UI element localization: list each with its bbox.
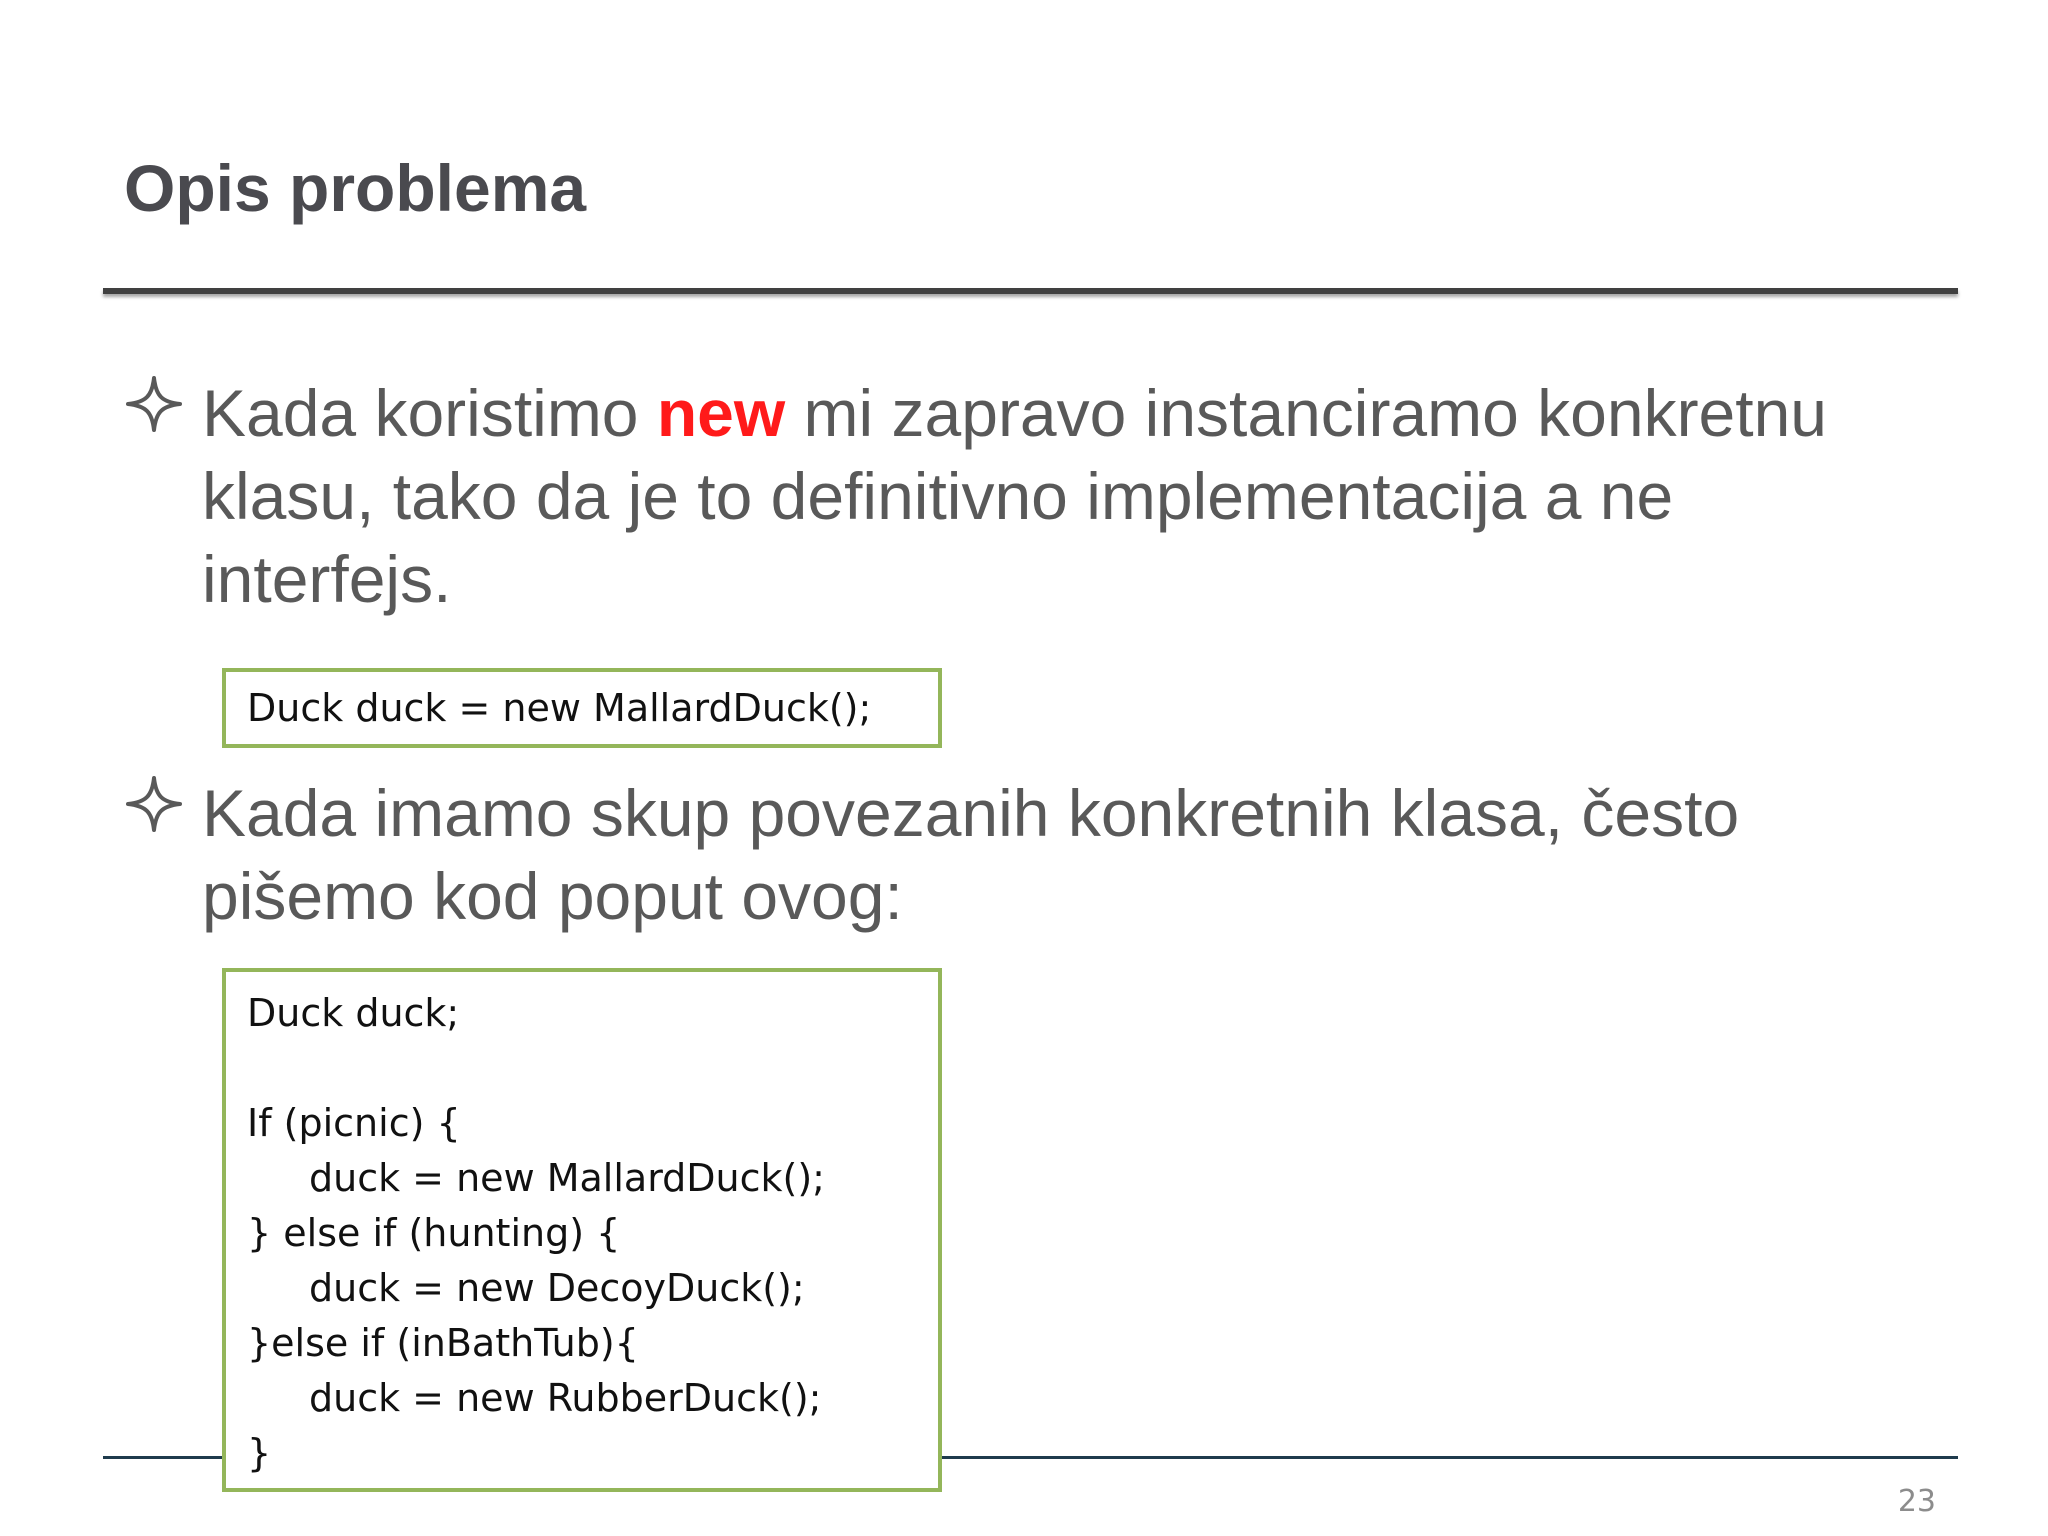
bullet-item-1 <box>124 372 1924 621</box>
bullet-item-2 <box>124 772 1924 938</box>
code-line: duck = new DecoyDuck(); <box>309 1266 805 1310</box>
code-snippet-2 <box>222 968 942 1492</box>
bullet-text-1 <box>202 372 1924 621</box>
bullet-text-before: Kada koristimo <box>202 376 657 450</box>
code-line <box>247 1041 938 1096</box>
bullet-text-after: mi zapravo instanciramo konkretnu klasu, tako da je to definitivno implementacija a ne interfejs. <box>202 376 1828 616</box>
slide-title: Opis problema <box>124 151 587 225</box>
code-line: } else if (hunting) { <box>247 1211 621 1255</box>
star-bullet-icon <box>124 374 184 434</box>
code-line: duck = new RubberDuck(); <box>309 1376 822 1420</box>
keyword-new: new <box>656 376 786 450</box>
page-number: 23 <box>1897 1484 1936 1519</box>
code-snippet-1 <box>222 668 942 748</box>
code-line: Duck duck = new MallardDuck(); <box>247 686 872 730</box>
code-line: duck = new MallardDuck(); <box>309 1156 825 1200</box>
code-line: }else if (inBathTub){ <box>247 1321 639 1365</box>
star-bullet-icon <box>124 774 184 834</box>
bullet-text-2: Kada imamo skup povezanih konkretnih klasa, često pišemo kod poput ovog: <box>202 776 1740 933</box>
code-line: If (picnic) { <box>247 1101 461 1145</box>
code-line: } <box>247 1431 272 1475</box>
code-line: Duck duck; <box>247 991 460 1035</box>
title-divider <box>103 288 1958 294</box>
